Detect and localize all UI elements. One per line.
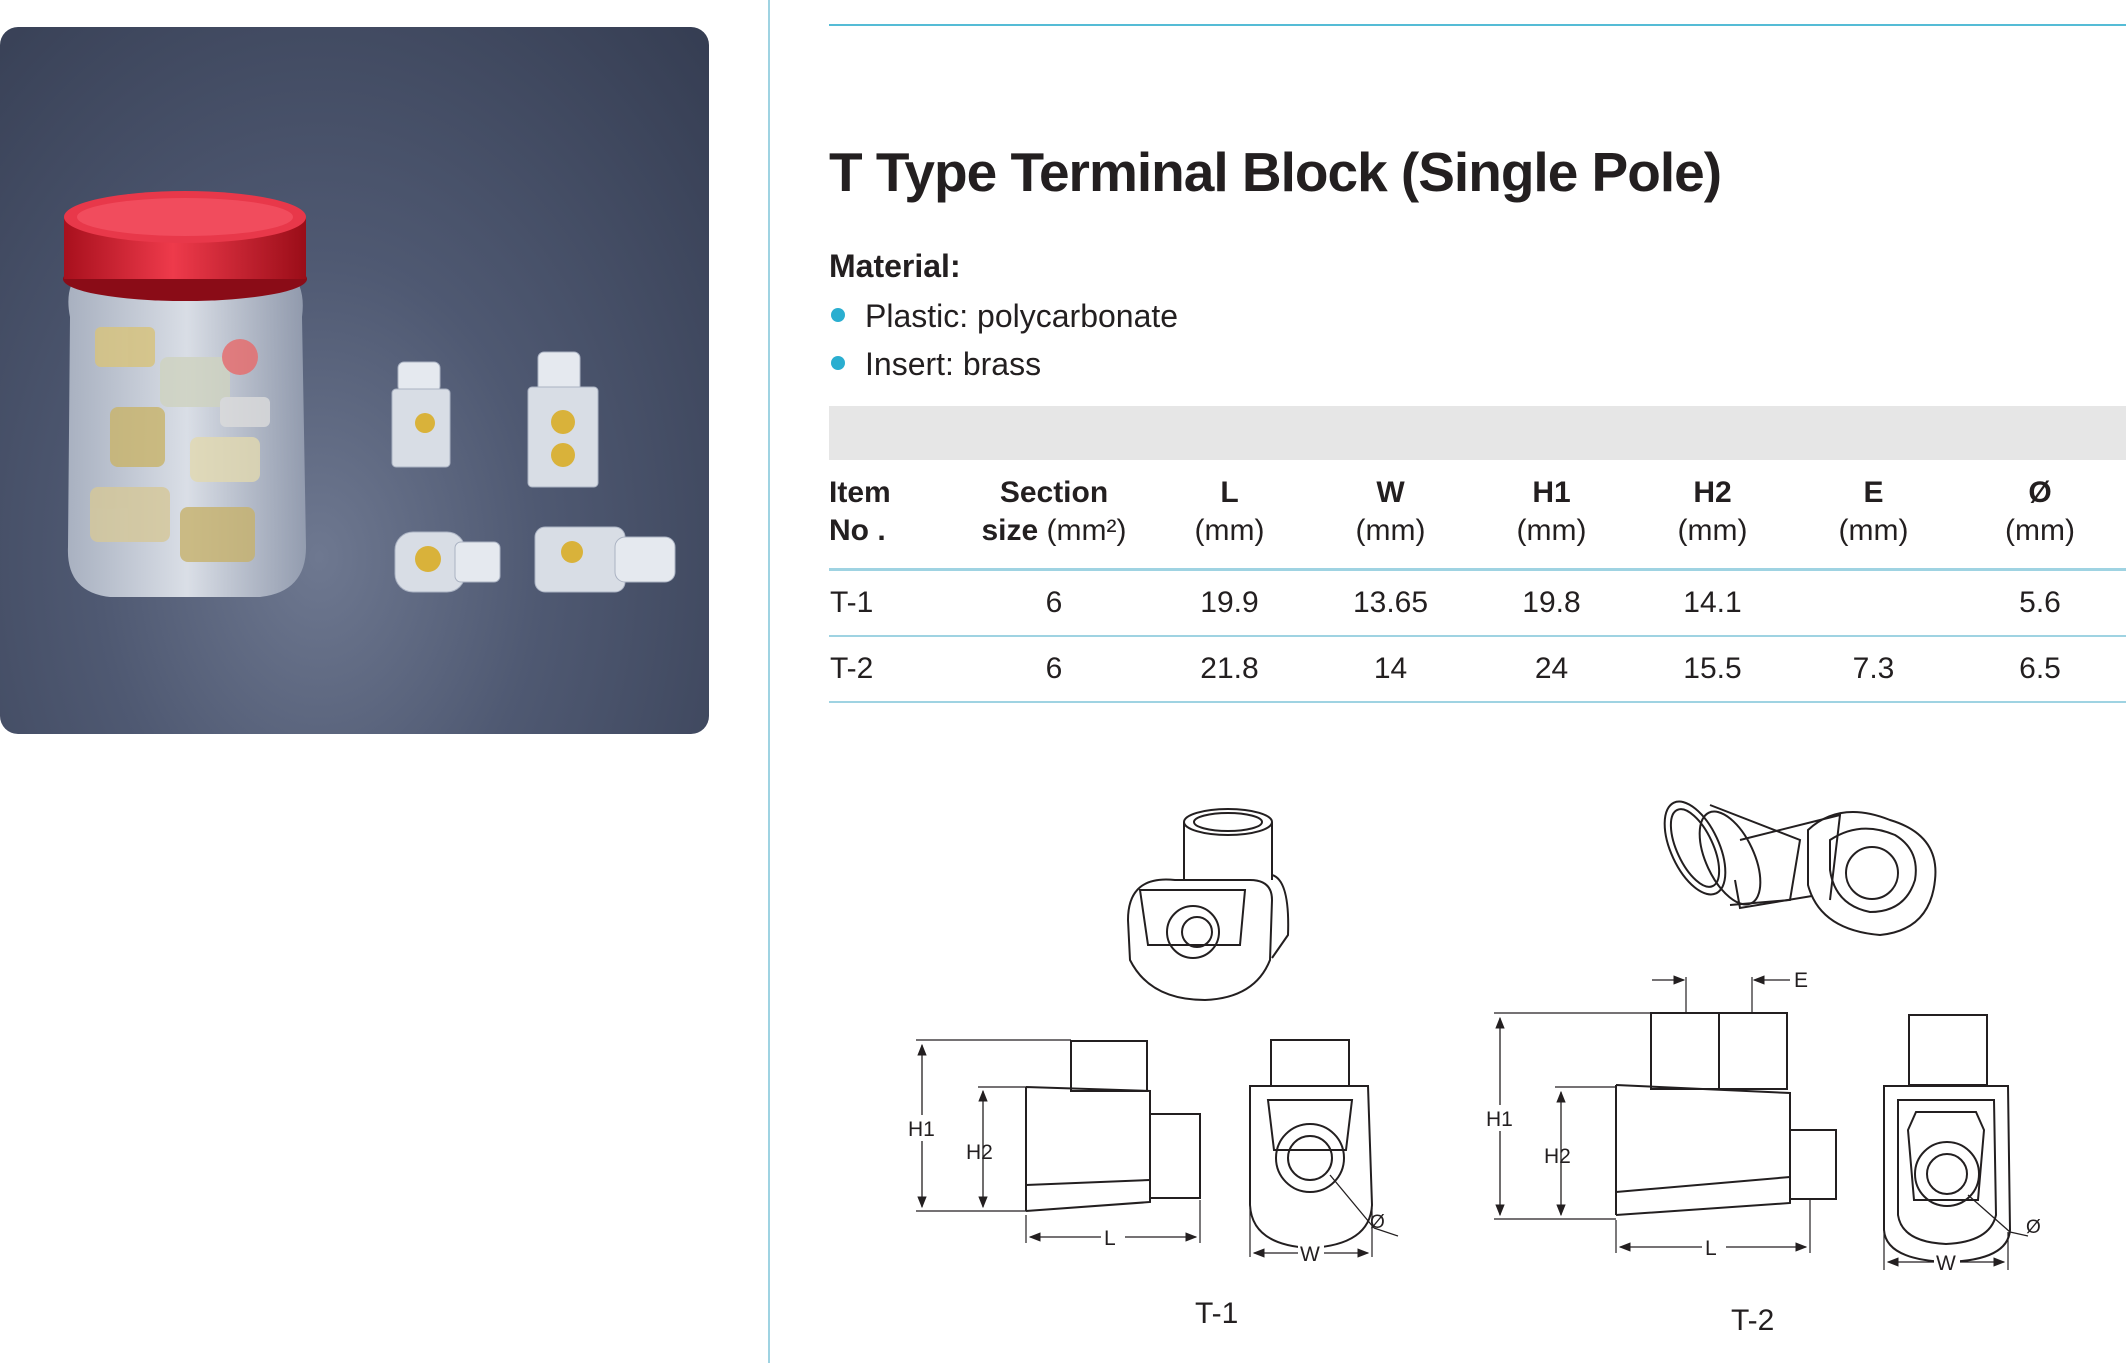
t1-front-view [916,1040,1200,1243]
t2-h1-label: H1 [1486,1108,1513,1131]
col-header-w: W (mm) [1310,462,1471,570]
t2-diameter-label: Ø [2026,1217,2041,1238]
cell-item: T-2 [829,636,959,702]
col-header-e: E (mm) [1793,462,1954,570]
t2-front-view [1494,977,1836,1253]
t1-diameter-label: Ø [1370,1212,1385,1233]
cell-w: 13.65 [1310,570,1471,637]
cell-h1: 24 [1471,636,1632,702]
t1-h2-label: H2 [966,1141,993,1164]
t1-h1-label: H1 [908,1118,935,1141]
t2-isometric-view [1652,793,1935,935]
cell-diameter: 5.6 [1954,570,2126,637]
col-header-h2: H2 (mm) [1632,462,1793,570]
cell-diameter: 6.5 [1954,636,2126,702]
material-item: Plastic: polycarbonate [829,292,1178,340]
cell-h2: 14.1 [1632,570,1793,637]
cell-e: 7.3 [1793,636,1954,702]
material-heading: Material: [829,248,961,284]
t1-caption: T-1 [1195,1297,1239,1330]
t2-w-label: W [1936,1252,1956,1275]
t2-e-label: E [1794,969,1809,992]
col-header-item: Item No . [829,462,959,570]
col-header-diameter: Ø (mm) [1954,462,2126,570]
col-header-section: Section size (mm²) [959,462,1149,570]
t1-w-label: W [1300,1243,1320,1266]
col-header-h1: H1 (mm) [1471,462,1632,570]
cell-section: 6 [959,636,1149,702]
t1-isometric-view [1128,809,1288,1000]
t2-side-view [1884,1015,2028,1270]
material-item: Insert: brass [829,340,1178,388]
cell-h2: 15.5 [1632,636,1793,702]
col-header-l: L (mm) [1149,462,1310,570]
cell-l: 21.8 [1149,636,1310,702]
t1-l-label: L [1104,1227,1116,1250]
cell-l: 19.9 [1149,570,1310,637]
t2-h2-label: H2 [1544,1145,1571,1168]
t2-caption: T-2 [1731,1304,1775,1337]
t2-l-label: L [1705,1237,1717,1260]
cell-item: T-1 [829,570,959,637]
cell-w: 14 [1310,636,1471,702]
cell-h1: 19.8 [1471,570,1632,637]
page-title: T Type Terminal Block (Single Pole) [829,141,1722,203]
cell-section: 6 [959,570,1149,637]
